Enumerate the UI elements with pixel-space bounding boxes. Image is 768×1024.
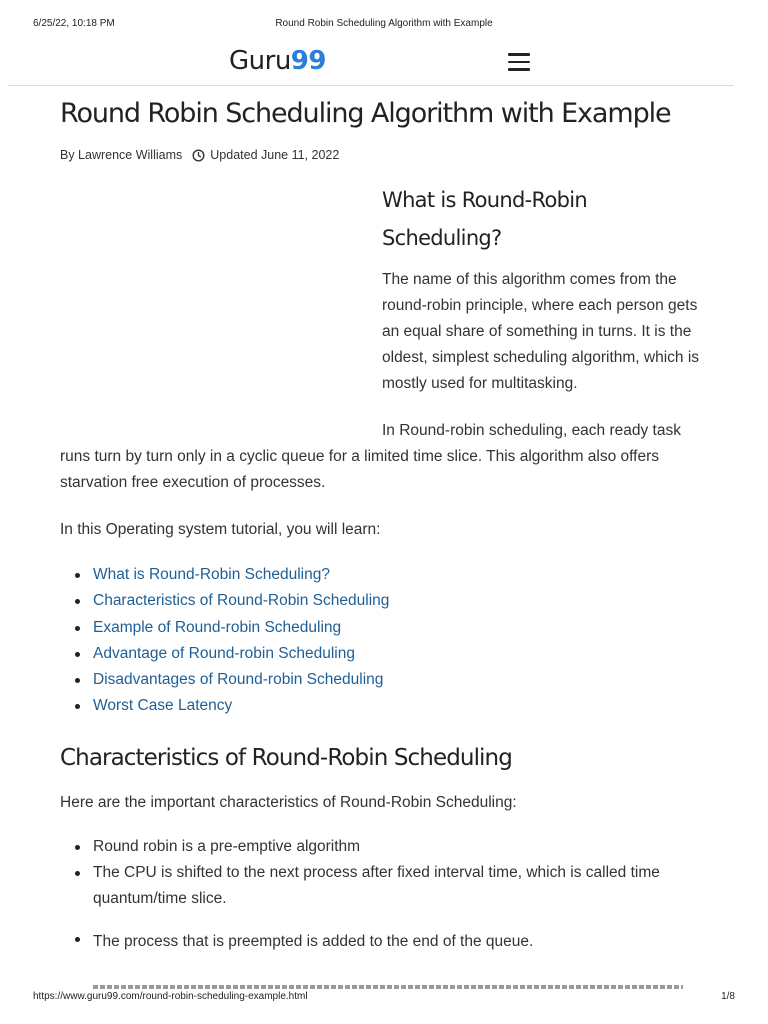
table-of-contents [60,562,712,720]
logo-text: Guru [229,46,291,76]
toc-link-example[interactable]: Example of Round-robin Scheduling [93,618,342,636]
updated-date: Updated June 11, 2022 [210,148,340,162]
print-page-number: 1/8 [721,991,735,1002]
print-url: https://www.guru99.com/round-robin-scheduling-example.html [33,991,308,1002]
byline [60,145,712,165]
section-heading-what-is: What is Round-Robin Scheduling? [382,188,587,250]
hamburger-icon[interactable] [508,53,530,71]
author-name[interactable]: By Lawrence Williams [60,148,183,162]
toc-link-worst-case[interactable]: Worst Case Latency [93,697,233,715]
intro-paragraph-1: The name of this algorithm comes from the round-robin principle, where each person gets an equal share of something in turns. It is the oldest, simplest scheduling algorithm, which is mostly used for multitasking. [382,271,700,392]
toc-item [60,693,712,719]
toc-link-what-is[interactable]: What is Round-Robin Scheduling? [93,566,330,583]
logo-accent: 99 [290,46,326,76]
characteristics-list [60,834,712,913]
toc-link-disadvantages[interactable]: Disadvantages of Round-robin Scheduling [93,671,384,689]
print-footer [33,991,735,1005]
print-header [33,18,735,32]
learn-intro: In this Operating system tutorial, you will learn: [60,521,381,538]
clock-icon [192,149,205,162]
article [60,92,712,913]
cut-off-list-item [60,930,712,950]
toc-item [60,615,712,641]
toc-item [60,562,712,588]
print-datetime: 6/25/22, 10:18 PM [33,18,115,29]
ad-placeholder [60,177,382,439]
toc-link-advantage[interactable]: Advantage of Round-robin Scheduling [93,644,355,662]
list-item: The CPU is shifted to the next process after fixed interval time, which is called time quantum/time slice. [60,860,712,913]
site-logo[interactable] [229,46,326,76]
list-item: The process that is preempted is added to the end of the queue. [60,929,712,955]
site-header [8,44,734,86]
intro-paragraph-2: In Round-robin scheduling, each ready task runs turn by turn only in a cyclic queue for a limited time slice. This algorithm also offers starvation free execution of processes. [60,422,681,491]
section-heading-characteristics: Characteristics of Round-Robin Scheduling [60,744,512,771]
list-item: Round robin is a pre-emptive algorithm [60,834,712,860]
toc-item [60,588,712,614]
toc-item [60,641,712,667]
toc-item [60,667,712,693]
intro-section [60,177,712,496]
characteristics-intro: Here are the important characteristics of Round-Robin Scheduling: [60,793,517,811]
print-doc-title: Round Robin Scheduling Algorithm with Example [275,18,493,29]
cut-off-text-line [93,985,683,989]
toc-link-characteristics[interactable]: Characteristics of Round-Robin Scheduling [93,592,390,610]
page-title: Round Robin Scheduling Algorithm with Example [60,98,671,129]
